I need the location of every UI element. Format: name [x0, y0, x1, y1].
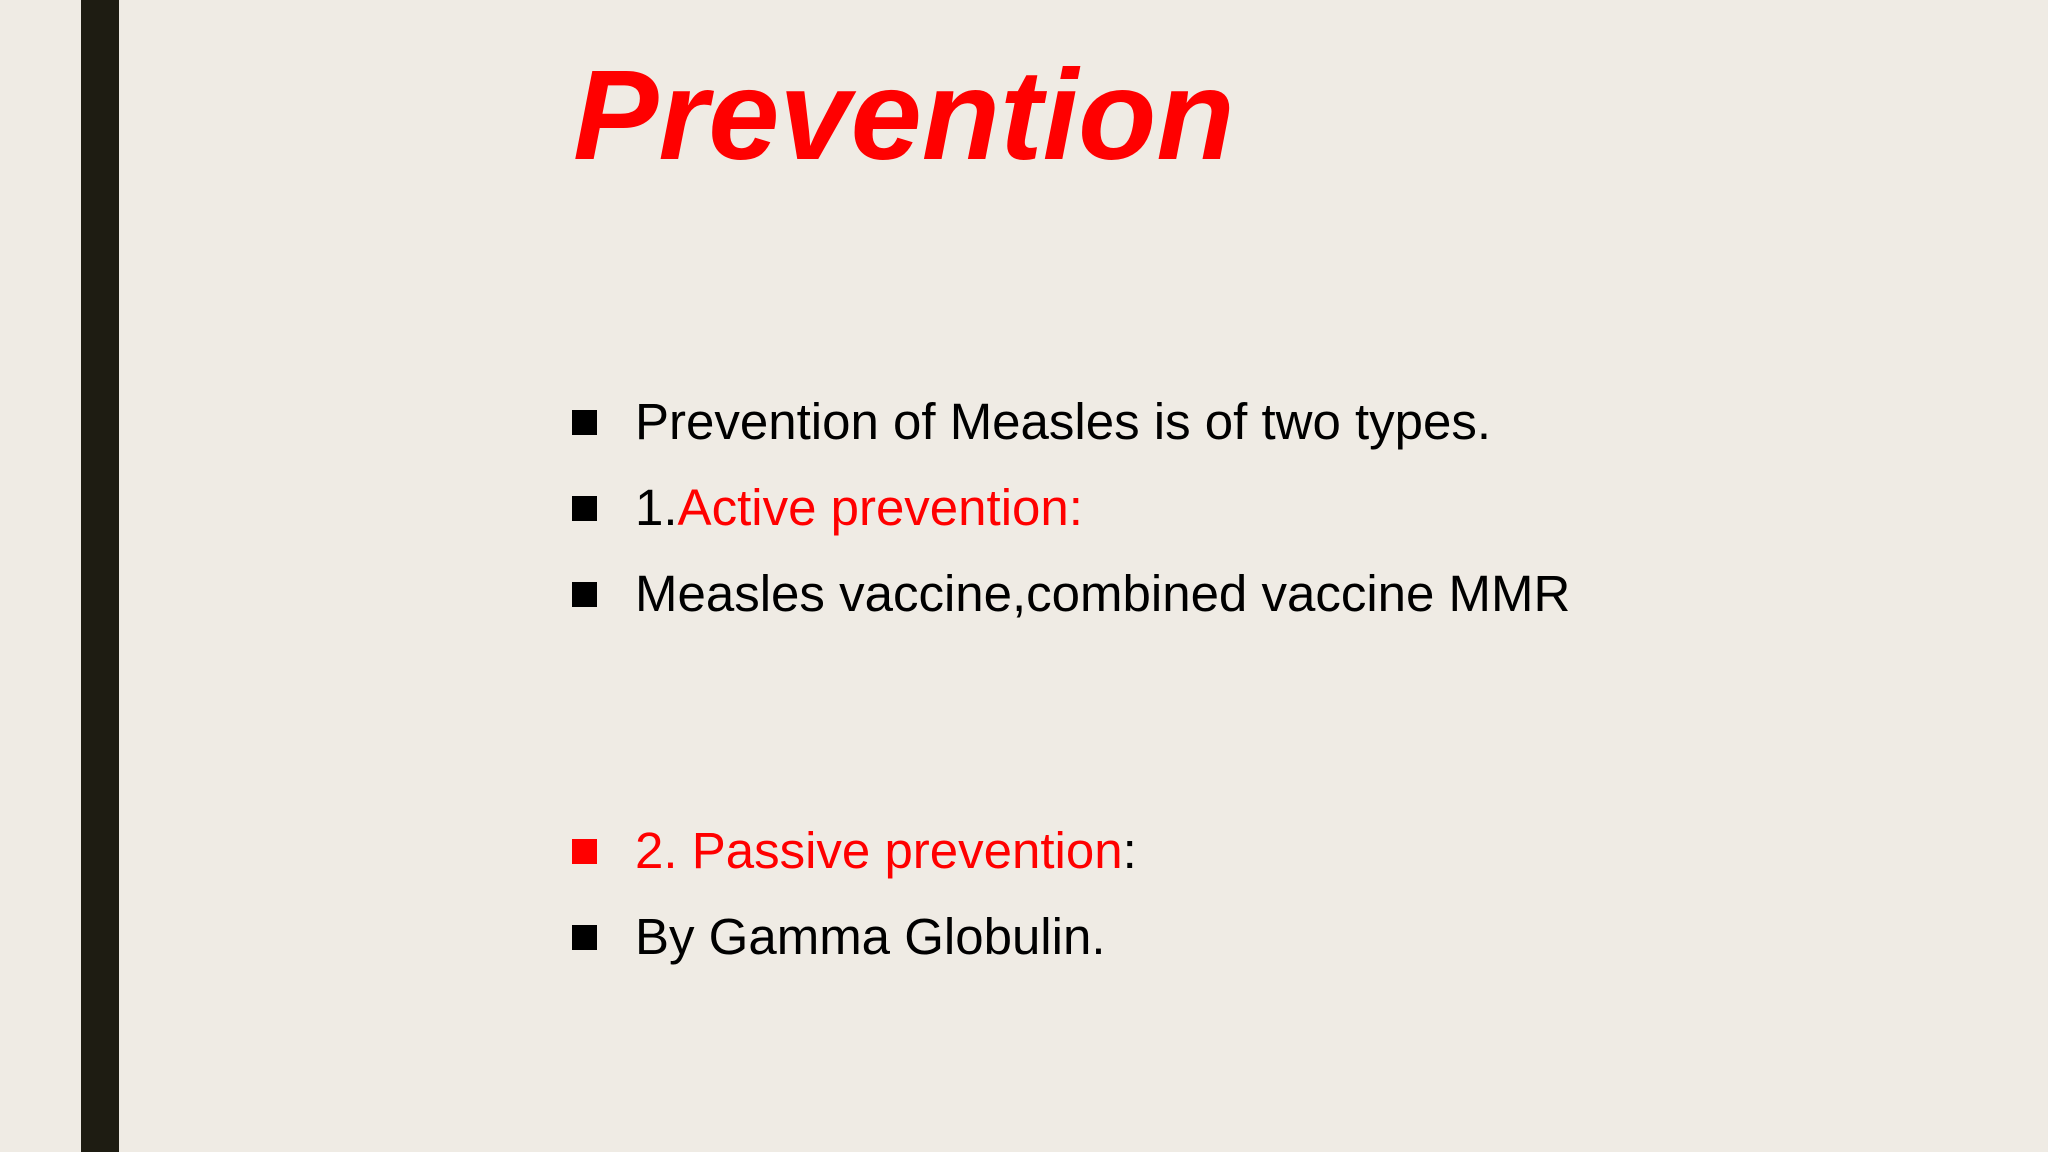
- left-accent-bar: [81, 0, 119, 1152]
- bullet-item-3: [572, 558, 1570, 630]
- bullet-1-segment-1: Prevention of Measles is of two types.: [635, 393, 1492, 450]
- square-bullet-icon: [572, 496, 597, 521]
- bullet-2-number: 1.: [635, 479, 678, 536]
- bullet-text-1: [635, 386, 1491, 458]
- bullet-item-4: [572, 815, 1137, 887]
- square-bullet-icon: [572, 582, 597, 607]
- bullet-text-4: [635, 815, 1137, 887]
- bullet-3-segment-1: Measles vaccine,combined vaccine MMR: [635, 565, 1571, 622]
- bullet-item-2: [572, 472, 1083, 544]
- passive-prevention-label: 2. Passive prevention: [635, 822, 1123, 879]
- bullet-text-3: [635, 558, 1570, 630]
- bullet-5-segment-1: By Gamma Globulin.: [635, 908, 1106, 965]
- bullet-item-1: [572, 386, 1491, 458]
- bullet-text-5: [635, 901, 1106, 973]
- square-bullet-icon: [572, 410, 597, 435]
- bullet-4-colon: :: [1122, 822, 1137, 879]
- bullet-item-5: [572, 901, 1106, 973]
- square-bullet-icon: [572, 839, 597, 864]
- slide-title: Prevention: [573, 44, 1235, 187]
- active-prevention-label: Active prevention:: [677, 479, 1083, 536]
- bullet-text-2: [635, 472, 1083, 544]
- square-bullet-icon: [572, 925, 597, 950]
